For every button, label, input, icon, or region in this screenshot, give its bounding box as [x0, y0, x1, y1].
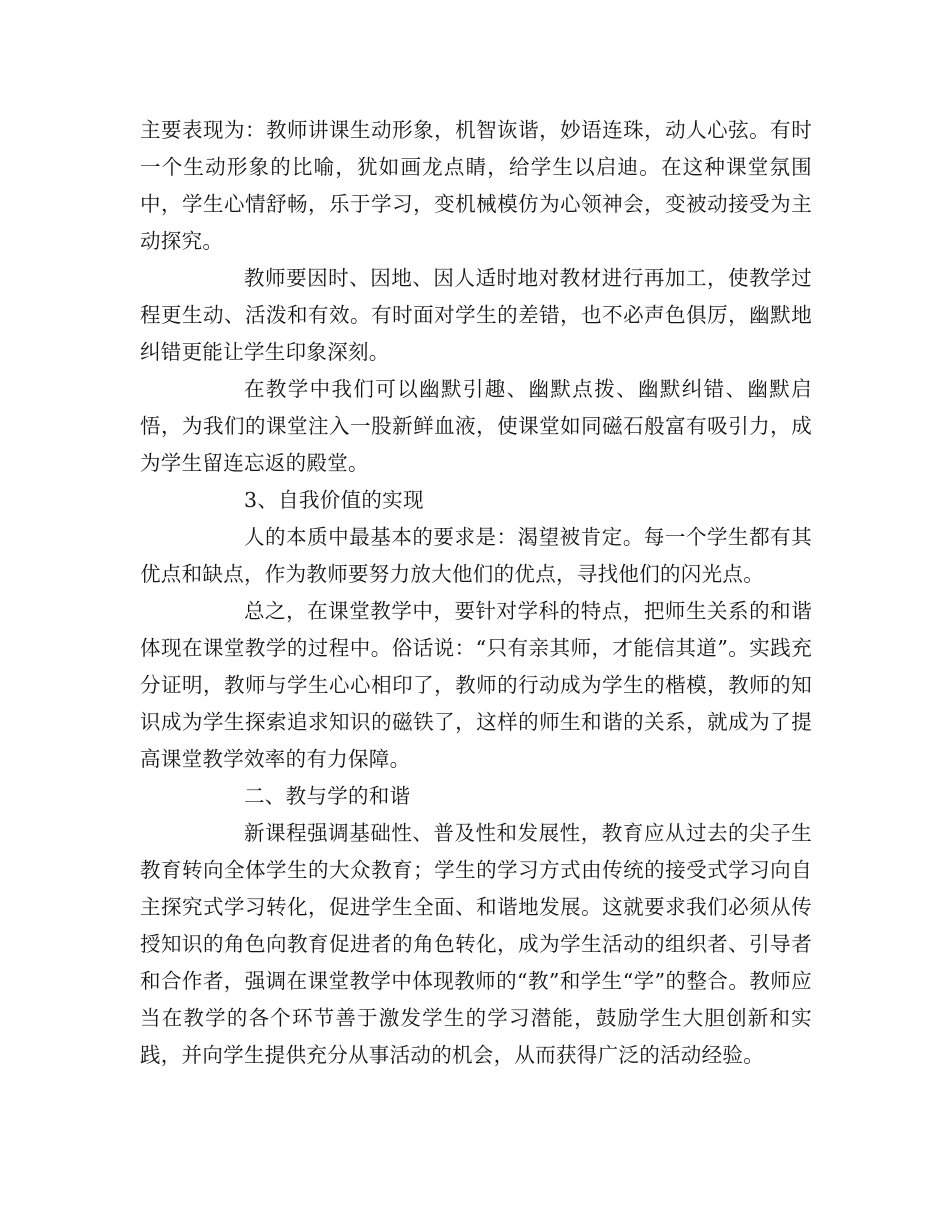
section-heading-self-value: 3、自我价值的实现: [244, 488, 424, 512]
paragraph-human-nature: 人的本质中最基本的要求是：渴望被肯定。每一个学生都有其优点和缺点，作为教师要努力放大他们的优点，寻找他们的闪光点。: [140, 525, 812, 586]
paragraph-new-curriculum: 新课程强调基础性、普及性和发展性，教育应从过去的尖子生教育转向全体学生的大众教育；学生的学习方式由传统的接受式学习向自主探究式学习转化，促进学生全面、和谐地发展。这就要求我们必须从传授知识的角色向教育促进者的角色转化，成为学生活动的组织者、引导者和合作者，强调在课堂教学中体现教师的“教”和学生“学”的整合。教师应当在教学的各个环节善于激发学生的学习潜能，鼓励学生大胆创新和实践，并向学生提供充分从事活动的机会，从而获得广泛的活动经验。: [140, 821, 812, 1067]
paragraph-humor-in-teaching: 在教学中我们可以幽默引趣、幽默点拨、幽默纠错、幽默启悟，为我们的课堂注入一股新鲜血液，使课堂如同磁石般富有吸引力，成为学生留连忘返的殿堂。: [140, 377, 812, 475]
paragraph-continuation: 主要表现为：教师讲课生动形象，机智诙谐，妙语连珠，动人心弦。有时一个生动形象的比喻，犹如画龙点睛，给学生以启迪。在这种课堂氛围中，学生心情舒畅，乐于学习，变机械模仿为心领神会，变被动接受为主动探究。: [140, 118, 812, 253]
paragraph-summary: 总之，在课堂教学中，要针对学科的特点，把师生关系的和谐体现在课堂教学的过程中。俗话说：“只有亲其师，才能信其道”。实践充分证明，教师与学生心心相印了，教师的行动成为学生的楷模，教师的知识成为学生探索追求知识的磁铁了，这样的师生和谐的关系，就成为了提高课堂教学效率的有力保障。: [140, 599, 812, 771]
document-body: [140, 112, 812, 1074]
paragraph-textbook-adaptation: 教师要因时、因地、因人适时地对教材进行再加工，使教学过程更生动、活泼和有效。有时面对学生的差错，也不必声色俱厉，幽默地纠错更能让学生印象深刻。: [140, 266, 812, 364]
section-heading-teaching-learning-harmony: 二、教与学的和谐: [244, 784, 411, 808]
